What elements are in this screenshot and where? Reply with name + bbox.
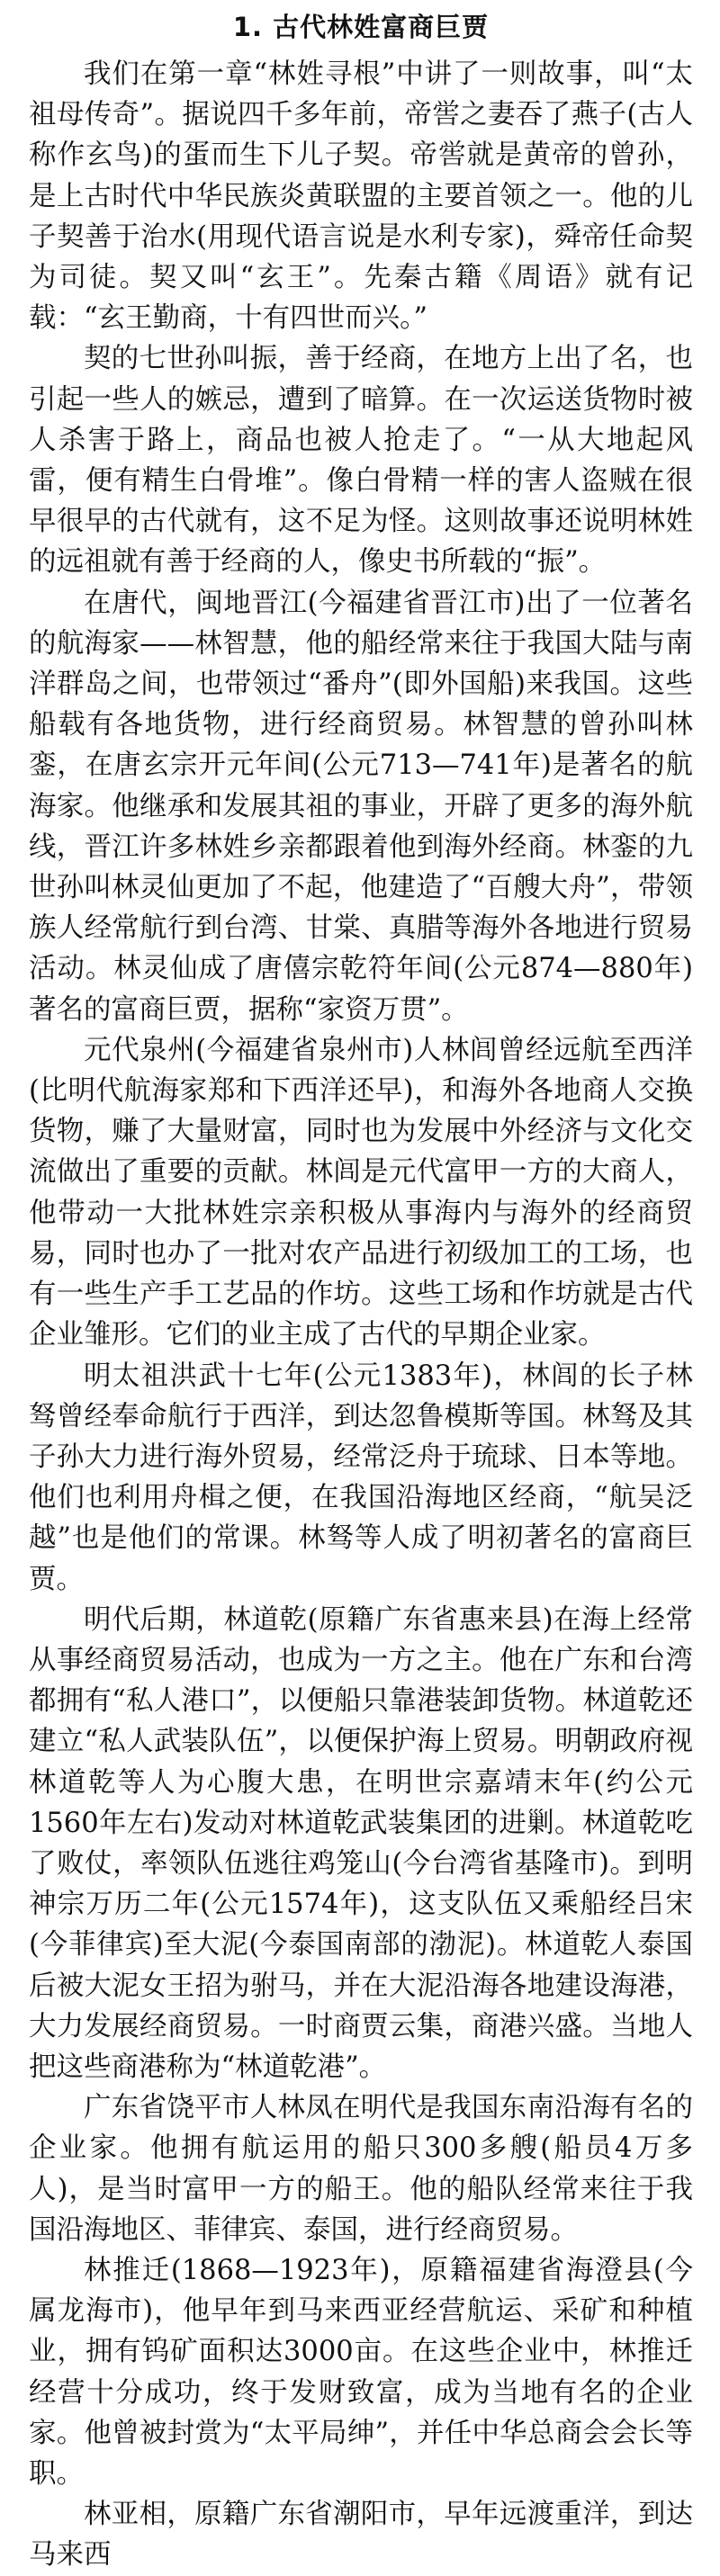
paragraph-2: 契的七世孙叫振，善于经商，在地方上出了名，也引起一些人的嫉忌，遭到了暗算。在一次运送货物时被人杀害于路上，商品也被人抢走了。“一从大地起风雷，便有精生白骨堆”。像白骨精一样的害人盗贼在很早很早的古代就有，这不足为怪。这则故事还说明林姓的远祖就有善于经商的人，像史书所载的“振”。 xyxy=(29,343,693,579)
paragraph-7: 广东省饶平市人林凤在明代是我国东南沿海有名的企业家。他拥有航运用的船只300多艘(船员4万多人)，是当时富甲一方的船王。他的船队经常来往于我国沿海地区、菲律宾、泰国，进行经商贸易。 xyxy=(29,2092,693,2246)
paragraph-9: 林亚相，原籍广东省潮阳市，早年远渡重洋，到达马来西 xyxy=(29,2499,693,2572)
paragraph-1: 我们在第一章“林姓寻根”中讲了一则故事，叫“太祖母传奇”。据说四千多年前，帝喾之妻吞了燕子(古人称作玄鸟)的蛋而生下儿子契。帝喾就是黄帝的曾孙，是上古时代中华民族炎黄联盟的主要首领之一。他的儿子契善于治水(用现代语言说是水利专家)，舜帝任命契为司徒。契又叫“玄王”。先秦古籍《周语》就有记载：“玄王勤商，十有四世而兴。” xyxy=(29,58,693,335)
paragraph-8: 林推迁(1868—1923年)，原籍福建省海澄县(今属龙海市)，他早年到马来西亚经营航运、采矿和种植业，拥有钨矿面积达3000亩。在这些企业中，林推迁经营十分成功，终于发财致富，成为当地有名的企业家。他曾被封赏为“太平局绅”，并任中华总商会会长等职。 xyxy=(29,2254,693,2490)
paragraph-5: 明太祖洪武十七年(公元1383年)，林闾的长子林驽曾经奉命航行于西洋，到达忽鲁模斯等国。林驽及其子孙大力进行海外贸易，经常泛舟于琉球、日本等地。他们也利用舟楫之便，在我国沿海地区经商，“航吴泛越”也是他们的常课。林驽等人成了明初著名的富商巨贾。 xyxy=(29,1360,693,1595)
paragraph-6: 明代后期，林道乾(原籍广东省惠来县)在海上经常从事经商贸易活动，也成为一方之主。他在广东和台湾都拥有“私人港口”，以便船只靠港装卸货物。林道乾还建立“私人武装队伍”，以便保护海上贸易。明朝政府视林道乾等人为心腹大患，在明世宗嘉靖末年(约公元1560年左右)发动对林道乾武装集团的进剿。林道乾吃了败仗，率领队伍逃往鸡笼山(今台湾省基隆市)。到明神宗万历二年(公元1574年)，这支队伍又乘船经吕宋(今菲律宾)至大泥(今泰国南部的渤泥)。林道乾人泰国后被大泥女王招为驸马，并在大泥沿海各地建设海港，大力发展经商贸易。一时商贾云集，商港兴盛。当地人把这些商港称为“林道乾港”。 xyxy=(29,1603,693,2083)
section-title: 1. 古代林姓富商巨贾 xyxy=(232,12,490,42)
paragraph-3: 在唐代，闽地晋江(今福建省晋江市)出了一位著名的航海家——林智慧，他的船经常来往于我国大陆与南洋群岛之间，也带领过“番舟”(即外国船)来我国。这些船载有各地货物，进行经商贸易。林智慧的曾孙叫林銮，在唐玄宗开元年间(公元713—741年)是著名的航海家。他继承和发展其祖的事业，开辟了更多的海外航线，晋江许多林姓乡亲都跟着他到海外经商。林銮的九世孙叫林灵仙更加了不起，他建造了“百艘大舟”，带领族人经常航行到台湾、甘棠、真腊等海外各地进行贸易活动。林灵仙成了唐僖宗乾符年间(公元874—880年)著名的富商巨贾，据称“家资万贯”。 xyxy=(29,587,693,1026)
paragraph-4: 元代泉州(今福建省泉州市)人林闾曾经远航至西洋(比明代航海家郑和下西洋还早)，和海外各地商人交换货物，赚了大量财富，同时也为发展中外经济与文化交流做出了重要的贡献。林闾是元代富甲一方的大商人，他带动一大批林姓宗亲积极从事海内与海外的经商贸易，同时也办了一批对农产品进行初级加工的工场，也有一些生产手工艺品的作坊。这些工场和作坊就是古代企业雏形。它们的业主成了古代的早期企业家。 xyxy=(29,1034,693,1351)
